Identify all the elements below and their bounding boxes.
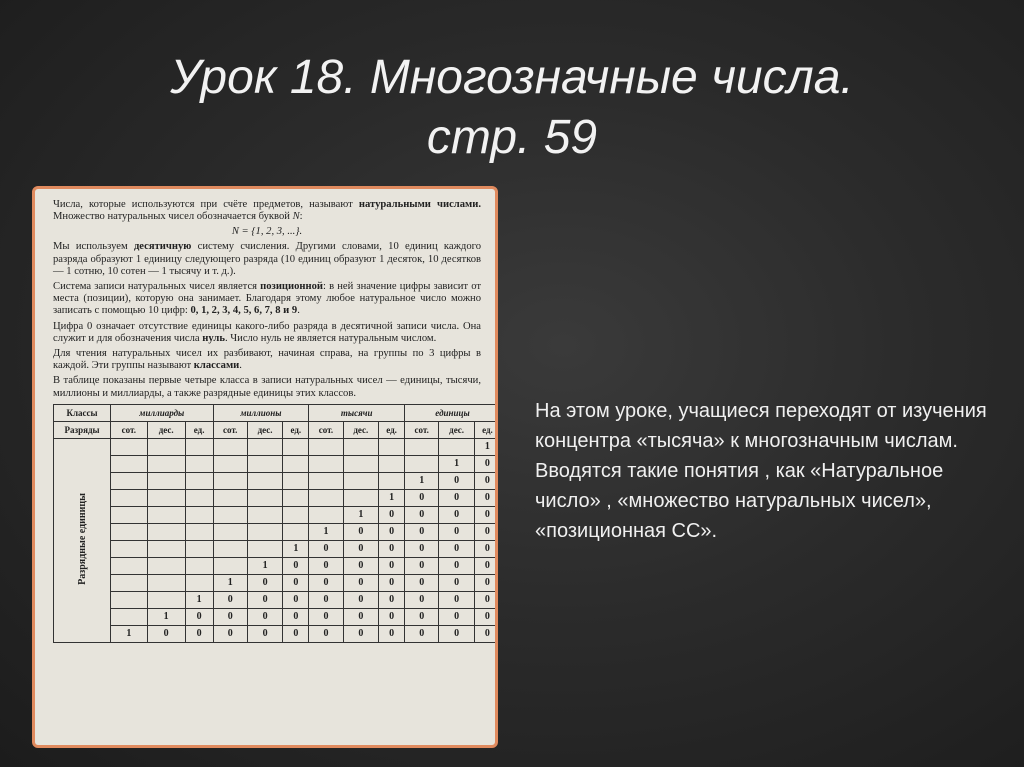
class-thousands: тысячи: [309, 404, 405, 421]
rank-tens: дес.: [439, 421, 474, 438]
table-cell: 1: [379, 489, 405, 506]
table-cell: [283, 472, 309, 489]
table-row: [54, 608, 499, 625]
table-cell: 0: [474, 591, 498, 608]
table-cell: [379, 472, 405, 489]
table-cell: 0: [405, 625, 439, 642]
table-cell: 1: [343, 506, 378, 523]
table-cell: 1: [439, 455, 474, 472]
table-cell: 0: [343, 557, 378, 574]
table-cell: [185, 455, 213, 472]
table-cell: 0: [405, 608, 439, 625]
table-cell: [247, 438, 282, 455]
table-row: [54, 489, 499, 506]
table-cell: [111, 591, 148, 608]
table-row: [54, 523, 499, 540]
table-cell: [247, 489, 282, 506]
table-cell: 0: [474, 540, 498, 557]
table-cell: [213, 523, 247, 540]
table-body: [54, 438, 499, 642]
table-cell: 1: [247, 557, 282, 574]
table-row: [54, 625, 499, 642]
formula-set-n: N = {1, 2, 3, ...}.: [231, 226, 303, 238]
table-cell: [439, 438, 474, 455]
table-cell: 0: [439, 506, 474, 523]
paragraph-natural-numbers: [53, 199, 481, 223]
table-cell: [111, 523, 148, 540]
table-cell: [111, 557, 148, 574]
rank-hundreds: сот.: [213, 421, 247, 438]
table-cell: [405, 438, 439, 455]
rank-hundreds: сот.: [405, 421, 439, 438]
table-cell: [247, 455, 282, 472]
table-cell: [213, 557, 247, 574]
rank-ones: ед.: [379, 421, 405, 438]
table-cell: 0: [309, 625, 343, 642]
table-cell: 1: [213, 574, 247, 591]
table-cell: [111, 574, 148, 591]
rank-ones: ед.: [474, 421, 498, 438]
table-cell: 0: [439, 540, 474, 557]
textbook-page: [32, 186, 498, 748]
table-cell: [213, 455, 247, 472]
table-cell: 0: [379, 506, 405, 523]
table-cell: [185, 506, 213, 523]
table-cell: [185, 557, 213, 574]
table-cell: [283, 506, 309, 523]
classes-header-row: [54, 404, 499, 421]
table-cell: [147, 472, 185, 489]
table-cell: 0: [439, 472, 474, 489]
table-cell: 0: [343, 523, 378, 540]
table-cell: 0: [439, 523, 474, 540]
term-decimal: десятичную: [133, 241, 192, 253]
table-cell: [343, 438, 378, 455]
table-cell: 1: [283, 540, 309, 557]
table-cell: [147, 574, 185, 591]
table-cell: 0: [283, 574, 309, 591]
ranks-label: Разряды: [54, 421, 111, 438]
table-cell: [111, 489, 148, 506]
table-cell: 0: [474, 574, 498, 591]
rank-ones: ед.: [185, 421, 213, 438]
table-cell: 0: [247, 591, 282, 608]
slide-title: [0, 48, 1024, 168]
table-row: [54, 455, 499, 472]
table-cell: [283, 455, 309, 472]
table-cell: 0: [379, 591, 405, 608]
table-cell: 0: [405, 489, 439, 506]
slide-title-line2: стр. 59: [426, 111, 598, 164]
table-cell: [343, 455, 378, 472]
table-cell: 0: [405, 540, 439, 557]
table-cell: 1: [474, 438, 498, 455]
table-row: [54, 591, 499, 608]
table-cell: [213, 489, 247, 506]
classes-table: [53, 404, 498, 643]
table-cell: [343, 472, 378, 489]
table-cell: 0: [439, 591, 474, 608]
text: систему счисления. Другими словами, 10 единиц каждого разряда образуют 1 единицу следующего разряда (10 единиц образуют 1 десяток, 10 десятков — 1 сотню, 10 сотен — 1 тысячу и т. д.).: [53, 241, 482, 277]
table-cell: [185, 489, 213, 506]
table-cell: 0: [474, 557, 498, 574]
table-cell: [213, 506, 247, 523]
table-row: [54, 540, 499, 557]
table-cell: [309, 455, 343, 472]
table-cell: [379, 438, 405, 455]
term-classes: классами: [193, 360, 240, 372]
table-row: [54, 557, 499, 574]
classes-label: Классы: [54, 404, 111, 421]
table-cell: [185, 523, 213, 540]
lesson-description: На этом уроке, учащиеся переходят от изучения концентра «тысяча» к многозначным числам. Вводятся такие понятия , как «Натуральное число» , «множество натуральных чисел», «позиционная СС».: [535, 400, 987, 542]
table-cell: 0: [309, 557, 343, 574]
table-cell: 0: [343, 540, 378, 557]
rank-tens: дес.: [247, 421, 282, 438]
text: Числа, которые используются при счёте предметов, называют: [53, 199, 359, 210]
table-cell: 0: [439, 574, 474, 591]
slide-title-line1: Урок 18. Многозначные числа.: [170, 51, 854, 104]
table-cell: [185, 574, 213, 591]
table-cell: 0: [185, 625, 213, 642]
table-cell: 0: [405, 557, 439, 574]
table-cell: 0: [439, 489, 474, 506]
table-cell: 0: [343, 574, 378, 591]
table-cell: [247, 472, 282, 489]
class-billions: миллиарды: [111, 404, 214, 421]
paragraph-classes: [53, 348, 481, 372]
table-cell: 0: [474, 489, 498, 506]
table-cell: 0: [247, 625, 282, 642]
rank-tens: дес.: [147, 421, 185, 438]
table-cell: [283, 489, 309, 506]
paragraph-table-intro: В таблице показаны первые четыре класса в записи натуральных чисел — единицы, тысячи, миллионы и миллиарды, а также разрядные единицы этих классов.: [53, 375, 481, 399]
table-cell: [309, 472, 343, 489]
table-cell: 0: [283, 591, 309, 608]
table-cell: 0: [343, 591, 378, 608]
table-cell: [147, 591, 185, 608]
rank-ones: ед.: [283, 421, 309, 438]
table-cell: 0: [379, 540, 405, 557]
text: .: [297, 305, 300, 317]
table-cell: [283, 438, 309, 455]
text: Цифра 0 означает отсутствие единицы какого-либо разряда в десятичной записи числа. Она служит и для обозначения числа: [53, 320, 481, 344]
term-zero: нуль: [202, 332, 225, 344]
table-cell: [147, 540, 185, 557]
table-cell: 0: [474, 523, 498, 540]
table-cell: 0: [309, 574, 343, 591]
table-cell: 1: [147, 608, 185, 625]
table-cell: 0: [379, 608, 405, 625]
table-cell: 0: [283, 557, 309, 574]
table-cell: [147, 489, 185, 506]
text: :: [299, 211, 303, 223]
table-cell: 0: [405, 506, 439, 523]
table-cell: 0: [439, 557, 474, 574]
table-cell: 0: [343, 608, 378, 625]
table-cell: [247, 540, 282, 557]
table-cell: 0: [185, 608, 213, 625]
table-cell: [111, 472, 148, 489]
table-cell: [185, 438, 213, 455]
table-cell: [185, 472, 213, 489]
table-cell: 0: [379, 557, 405, 574]
table-cell: 0: [379, 625, 405, 642]
symbol-n: N: [292, 211, 300, 223]
table-row: [54, 574, 499, 591]
table-cell: [147, 438, 185, 455]
table-cell: 0: [474, 455, 498, 472]
paragraph-decimal-system: [53, 241, 481, 278]
table-cell: 0: [474, 506, 498, 523]
table-cell: [111, 438, 148, 455]
class-millions: миллионы: [213, 404, 309, 421]
table-cell: 0: [309, 591, 343, 608]
table-cell: 0: [247, 608, 282, 625]
table-cell: 0: [405, 591, 439, 608]
table-cell: [147, 557, 185, 574]
table-cell: 0: [213, 608, 247, 625]
row-group-label-text: Разрядные единицы: [76, 493, 88, 586]
rank-tens: дес.: [343, 421, 378, 438]
table-cell: 0: [439, 625, 474, 642]
text: Мы используем: [53, 241, 134, 253]
table-cell: 0: [474, 625, 498, 642]
text: .: [239, 360, 242, 372]
table-cell: 0: [147, 625, 185, 642]
table-cell: [309, 489, 343, 506]
table-cell: 0: [405, 523, 439, 540]
table-cell: [343, 489, 378, 506]
text: Система записи натуральных чисел является: [53, 281, 261, 293]
row-group-label: [54, 438, 111, 642]
table-cell: [111, 608, 148, 625]
table-cell: 0: [405, 574, 439, 591]
table-cell: 0: [309, 540, 343, 557]
table-cell: [247, 506, 282, 523]
table-cell: [213, 540, 247, 557]
table-cell: [111, 540, 148, 557]
table-cell: [111, 455, 148, 472]
table-cell: 0: [247, 574, 282, 591]
table-cell: 0: [439, 608, 474, 625]
digits-list: 0, 1, 2, 3, 4, 5, 6, 7, 8 и 9: [190, 305, 298, 317]
table-row: [54, 506, 499, 523]
table-cell: 0: [283, 608, 309, 625]
table-cell: 1: [185, 591, 213, 608]
text: Для чтения натуральных чисел их разбивают, начиная справа, на группы по 3 цифры в каждой. Эти группы называют: [53, 348, 481, 372]
table-cell: [247, 523, 282, 540]
table-cell: 0: [379, 523, 405, 540]
table-cell: [309, 506, 343, 523]
paragraph-positional: [53, 281, 481, 318]
table-row: [54, 438, 499, 455]
table-cell: [111, 506, 148, 523]
text: : в ней значение цифры зависит от места (позиции), которую она занимает. Благодаря этому любое натуральное число можно записать с помощью 10 цифр:: [53, 281, 481, 317]
table-cell: 0: [379, 574, 405, 591]
table-cell: [213, 438, 247, 455]
term-positional: позиционной: [260, 281, 324, 293]
paragraph-zero: [53, 321, 481, 345]
table-cell: [213, 472, 247, 489]
table-cell: [147, 455, 185, 472]
table-cell: [147, 506, 185, 523]
table-cell: [379, 455, 405, 472]
table-cell: [309, 438, 343, 455]
text: Множество натуральных чисел обозначается буквой: [53, 211, 293, 223]
table-cell: 0: [474, 472, 498, 489]
table-cell: 0: [343, 625, 378, 642]
term-natural-numbers: натуральными числами.: [358, 199, 481, 210]
table-cell: 1: [405, 472, 439, 489]
table-cell: 0: [213, 625, 247, 642]
rank-hundreds: сот.: [111, 421, 148, 438]
table-cell: 1: [111, 625, 148, 642]
table-cell: 1: [309, 523, 343, 540]
class-units: единицы: [405, 404, 498, 421]
ranks-header-row: [54, 421, 499, 438]
table-cell: [405, 455, 439, 472]
table-cell: 0: [213, 591, 247, 608]
text: . Число нуль не является натуральным числом.: [224, 332, 437, 344]
table-cell: [185, 540, 213, 557]
table-cell: 0: [474, 608, 498, 625]
table-cell: 0: [309, 608, 343, 625]
table-row: [54, 472, 499, 489]
table-cell: [283, 523, 309, 540]
rank-hundreds: сот.: [309, 421, 343, 438]
table-cell: [147, 523, 185, 540]
table-cell: 0: [283, 625, 309, 642]
